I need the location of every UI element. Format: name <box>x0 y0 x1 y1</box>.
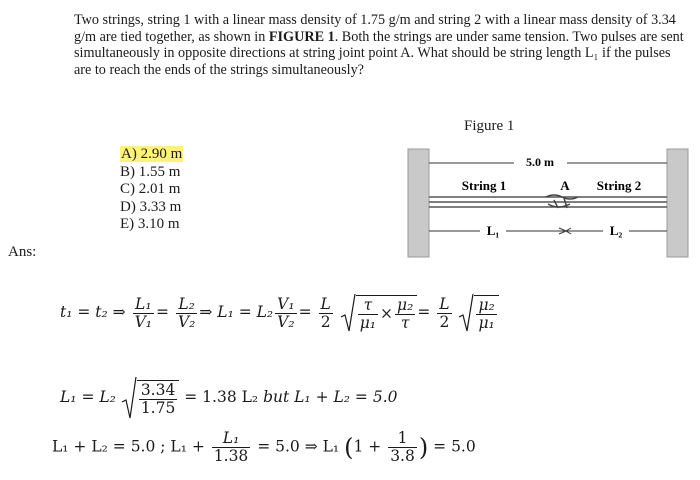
eq1-frac-l1v1 <box>133 296 154 331</box>
eq2-l1: L₁ <box>60 388 77 406</box>
point-a-label: A <box>560 178 570 193</box>
equation-times: t₁ = t₂ ⇒ $\frac{\text{L₁}}{\text{V₁}}$ = $\frac{\text{L₂}}{\text{V₂}}$ ⇒ L₁ = L₂ $\frac{\text{V₁}}{\text{V₂}}$ = $\frac{L}{2}$ $\frac{\tau}{\text{μ₁}}$ × $\frac{\text{μ₂}}{\tau}$ = $\frac{L}{2}$ $\frac{\text{μ₂}}{\text{μ₁}}$ <box>60 293 499 333</box>
eq1-frac-l2-b <box>437 296 451 331</box>
eq2-den: 1.75 <box>140 398 176 417</box>
eq3-frac <box>212 430 251 465</box>
eq1-num-L-a: L <box>320 294 331 313</box>
problem-text-2: . Both the strings are under same tension. Two pulses are sent simultaneously in opposite directions at string joint point A. What should be string length L₁ if the pulses are to reach the ends of the strings simultaneously? <box>74 28 684 78</box>
option-a <box>120 146 183 164</box>
figure-reference: FIGURE 1 <box>268 28 335 45</box>
eq1-frac-l2-a <box>319 296 333 331</box>
eq1-num-mu2: μ₂ <box>397 295 414 314</box>
eq1-num-l2: L₂ <box>176 296 197 314</box>
eq1-den-mu1b: μ₁ <box>478 313 495 332</box>
eq1-den-v1: V₁ <box>134 312 153 331</box>
eq1-t2: t₂ <box>95 303 108 321</box>
radical-icon <box>458 293 474 333</box>
eq3-sum: L₁ + L₂ = 5.0 ; L₁ + <box>52 437 205 456</box>
eq1-t1: t₁ <box>60 303 73 321</box>
equation-sum: L₁ + L₂ = 5.0 ; L₁ + $\frac{\text{L₁}}{1.38}$ = 5.0 ⇒ L₁ (1 + $\frac{1}{3.8}$ ) = 5.0 <box>52 429 476 465</box>
option-a-label: A) 2.90 m <box>121 146 183 162</box>
eq1-l1: L₁ <box>217 303 234 321</box>
right-wall <box>667 149 688 257</box>
eq3-den-2: 3.8 <box>390 447 415 465</box>
eq1-num-mu2b: μ₂ <box>478 295 495 314</box>
eq1-num-v1: V₁ <box>277 294 295 313</box>
option-d: D) 3.33 m <box>120 198 182 215</box>
string-figure <box>396 142 696 262</box>
equation-ratio: L₁ = L₂ $\frac{3.34}{1.75}$ = 1.38 L₂ but L₁ + L₂ = 5.0 <box>60 376 398 420</box>
eq1-den-2-a: 2 <box>320 312 331 331</box>
answer-options <box>120 146 183 234</box>
left-paren-icon: ( <box>344 433 354 462</box>
problem-text-1: Two strings, string 1 with a linear mass density of 1.75 g/m and string 2 with a linear mass density of 3.34 g/m are tied together, as shown in <box>74 12 676 45</box>
l2-label: L₂ <box>609 223 623 238</box>
eq1-den-mu1: μ₁ <box>359 313 377 332</box>
string2-label: String 2 <box>596 178 642 193</box>
eq2-result: = 1.38 L₂ <box>184 388 259 406</box>
ans-label: Ans: <box>8 244 37 260</box>
radical-icon <box>121 376 137 420</box>
eq1-num-tau: τ <box>358 297 378 315</box>
left-wall <box>408 149 429 257</box>
right-paren-icon: ) <box>418 433 429 462</box>
eq3-den: 1.38 <box>213 447 249 465</box>
figure-title: Figure 1 <box>464 118 515 134</box>
string1-label: String 1 <box>461 178 507 193</box>
eq3-num: L₁ <box>212 430 251 448</box>
eq2-l2: L₂ <box>99 388 116 406</box>
radical-icon <box>340 293 356 333</box>
eq1-frac-l2v2 <box>176 296 197 331</box>
eq2-but: but L₁ + L₂ = 5.0 <box>263 388 398 406</box>
eq2-num: 3.34 <box>140 380 176 399</box>
eq3-final: = 5.0 <box>433 437 476 456</box>
eq1-sqrt-1: $\frac{\tau}{\text{μ₁}}$ × $\frac{\text{μ₂}}{\tau}$ <box>340 293 418 333</box>
eq1-frac-mu2-tau <box>395 297 415 332</box>
eq1-den-2-b: 2 <box>439 312 450 331</box>
eq2-frac <box>139 382 178 417</box>
option-b: B) 1.55 m <box>120 163 181 180</box>
length-label: 5.0 m <box>526 155 554 169</box>
eq3-num-2: 1 <box>388 430 417 448</box>
eq1-frac-v1v2 <box>275 296 296 331</box>
eq3-one: 1 <box>353 437 364 456</box>
eq1-num-l1: L₁ <box>133 296 154 314</box>
eq1-num-L-b: L <box>439 294 450 313</box>
eq1-den-tau: τ <box>400 313 410 332</box>
eq3-frac-2 <box>388 430 417 465</box>
eq1-sqrt-2 <box>458 293 498 333</box>
l1-label: L₁ <box>486 223 500 238</box>
eq2-sqrt <box>121 376 180 420</box>
option-c: C) 2.01 m <box>120 181 181 198</box>
eq1-den-v2b: V₂ <box>277 312 295 331</box>
option-e: E) 3.10 m <box>120 216 180 233</box>
eq3-eq: = 5.0 ⇒ L₁ <box>257 437 340 456</box>
eq1-frac-tau-mu1 <box>358 297 378 332</box>
problem-statement <box>74 12 686 78</box>
eq1-frac-mu2-mu1 <box>476 297 496 332</box>
eq1-l2: L₂ <box>256 303 274 321</box>
eq1-den-v2: V₂ <box>177 312 196 331</box>
